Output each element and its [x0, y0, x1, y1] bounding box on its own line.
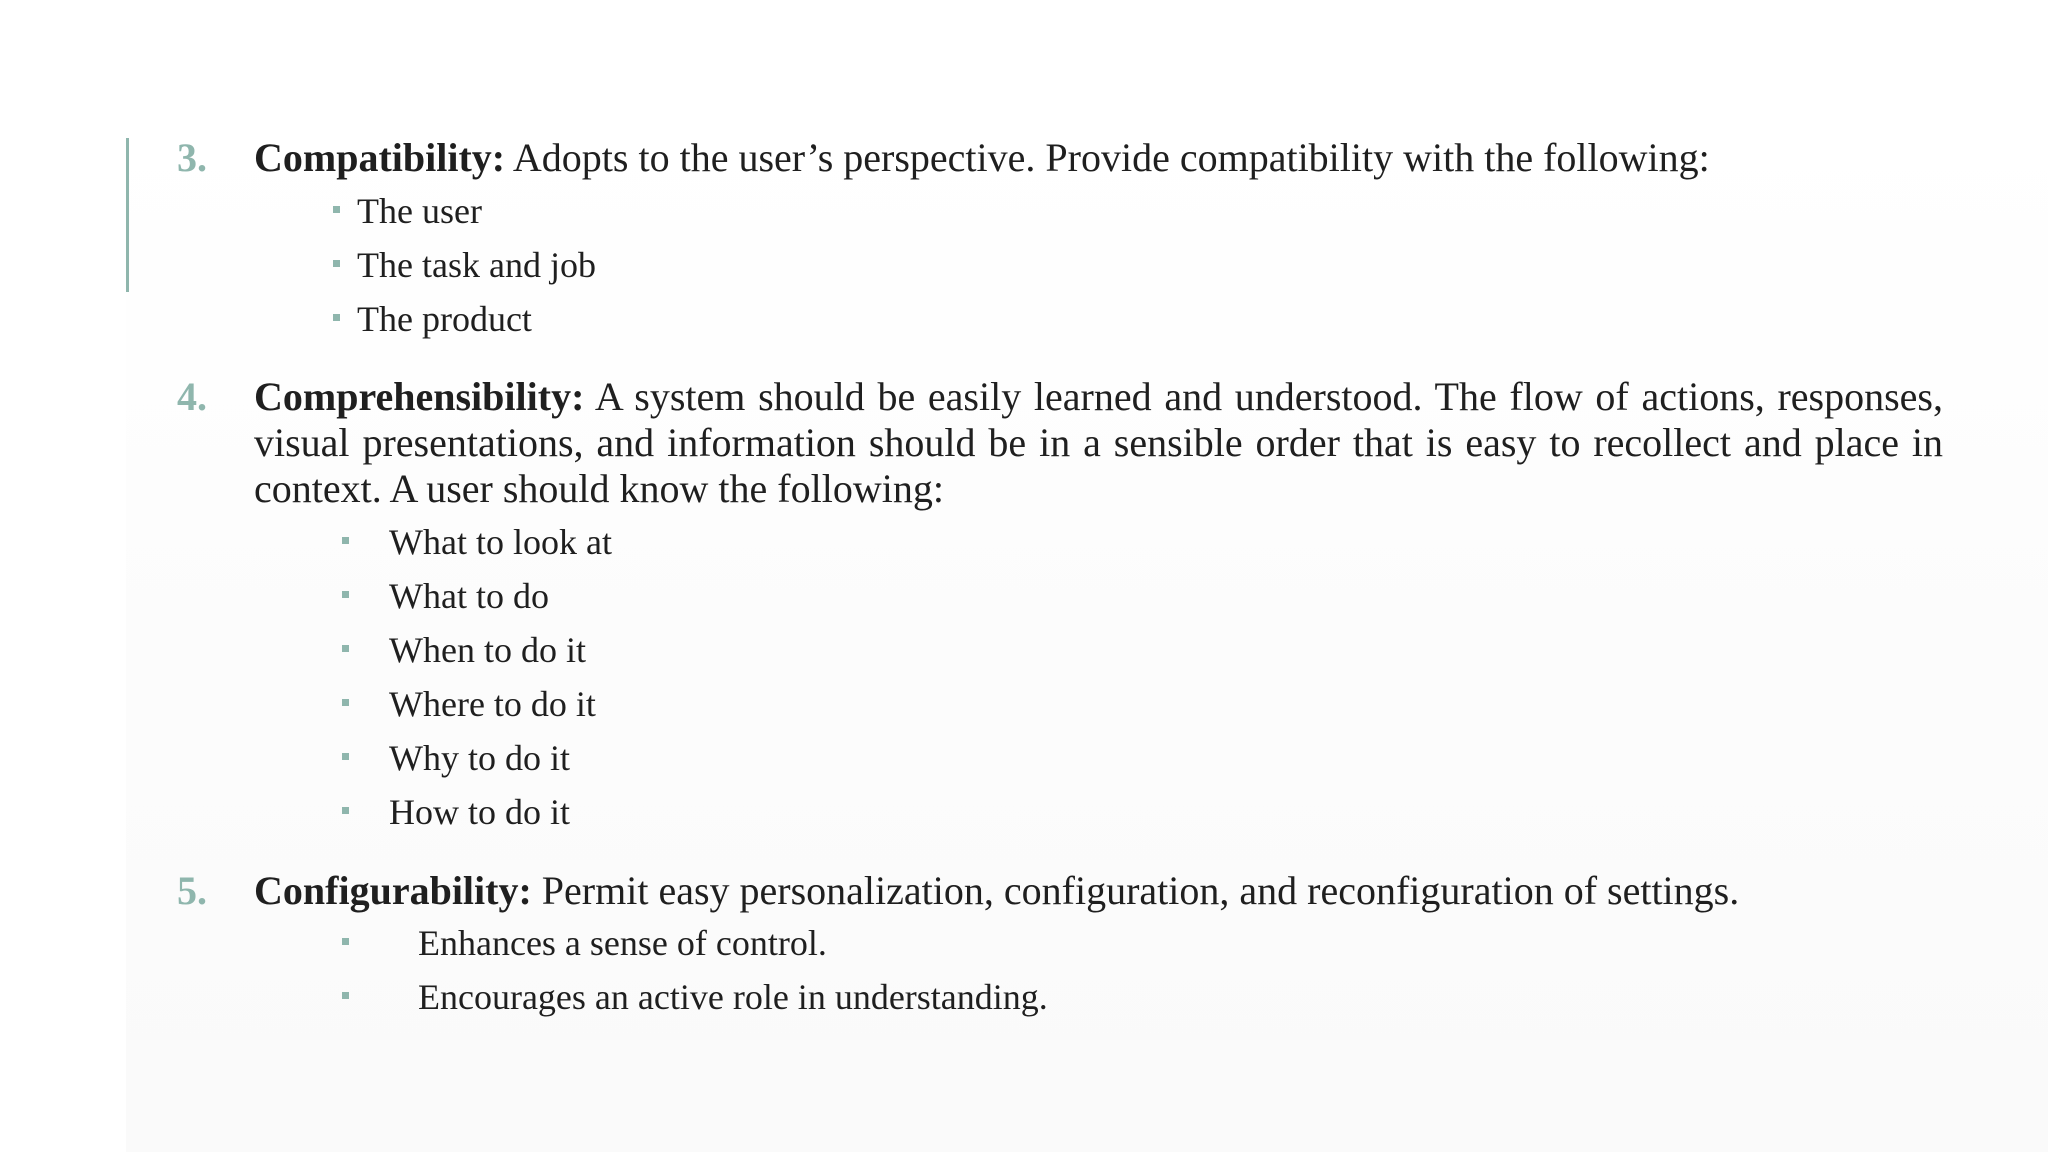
- item-number: 4.: [177, 374, 207, 419]
- list-item-text: What to look at: [389, 522, 612, 562]
- list-item-text: The task and job: [357, 245, 596, 285]
- item-term: Compatibility:: [254, 135, 506, 180]
- list-item-text: Where to do it: [389, 684, 596, 724]
- square-bullet-icon: [333, 206, 340, 213]
- square-bullet-icon: [342, 699, 349, 706]
- square-bullet-icon: [333, 314, 340, 321]
- list-item-text: Enhances a sense of control.: [418, 923, 827, 963]
- square-bullet-icon: [333, 260, 340, 267]
- square-bullet-icon: [342, 591, 349, 598]
- square-bullet-icon: [342, 645, 349, 652]
- item-description: Adopts to the user’s perspective. Provide compatibility with the following:: [505, 135, 1710, 180]
- list-item-text: The product: [357, 299, 532, 339]
- list-item-text: What to do: [389, 576, 549, 616]
- item-number: 5.: [177, 868, 207, 913]
- accent-bar: [126, 138, 129, 292]
- item-text: [254, 374, 1943, 512]
- item-term: Configurability:: [254, 868, 532, 913]
- square-bullet-icon: [342, 807, 349, 814]
- item-text: [254, 135, 1943, 181]
- list-item-text: How to do it: [389, 792, 571, 832]
- item-text: [254, 868, 1943, 914]
- item-description: A system should be easily learned and understood. The flow of actions, responses, visual presentations, and information should be in a sensible order that is easy to recollect and place in context. A user should know the following:: [254, 374, 1943, 511]
- list-item-text: The user: [357, 191, 482, 231]
- item-description: Permit easy personalization, configuration, and reconfiguration of settings.: [531, 868, 1740, 913]
- list-item-text: Why to do it: [389, 738, 570, 778]
- list-item-text: Encourages an active role in understanding.: [418, 977, 1048, 1017]
- item-number: 3.: [177, 135, 207, 180]
- square-bullet-icon: [342, 537, 349, 544]
- list-item-text: When to do it: [389, 630, 586, 670]
- item-term: Comprehensibility:: [254, 374, 585, 419]
- square-bullet-icon: [342, 753, 349, 760]
- square-bullet-icon: [342, 938, 349, 945]
- square-bullet-icon: [342, 992, 349, 999]
